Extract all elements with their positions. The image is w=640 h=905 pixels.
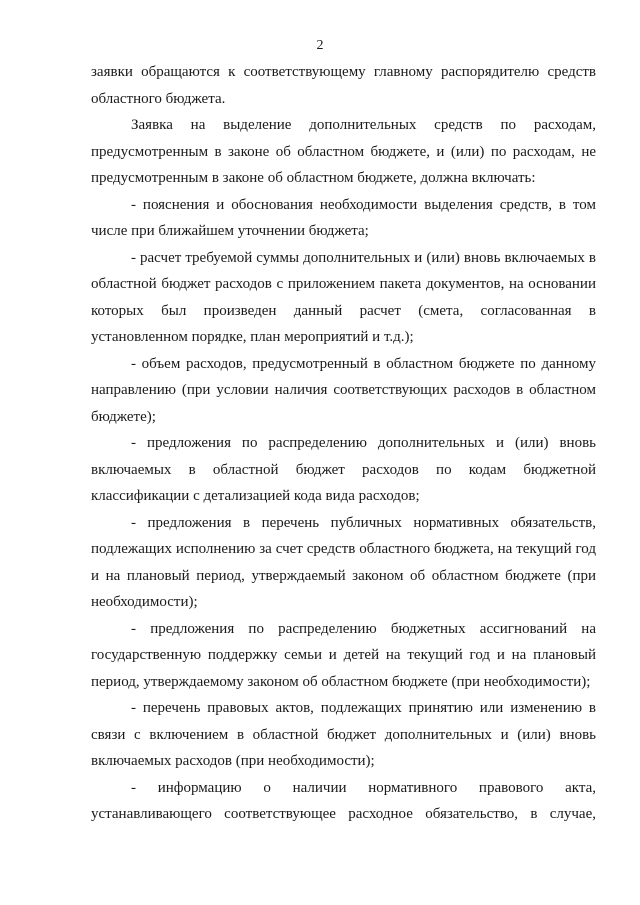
paragraph-3: - пояснения и обоснования необходимости выделения средств, в том числе при ближайшем уточнении бюджета; xyxy=(91,196,596,239)
page-number: 2 xyxy=(316,38,324,53)
paragraph-2: Заявка на выделение дополнительных средств по расходам, предусмотренным в законе об областном бюджете, и (или) по расходам, не предусмотренным в законе об областном бюджете, должна включать: xyxy=(91,117,596,186)
paragraph-10: - информацию о наличии нормативного правового акта, устанавливающего соответствующее расходное обязательство, в случае, xyxy=(91,779,596,822)
paragraph-1: заявки обращаются к соответствующему главному распорядителю средств областного бюджета. xyxy=(91,64,596,107)
paragraph-5: - объем расходов, предусмотренный в областном бюджете по данному направлению (при условии наличия соответствующих расходов в областном бюджете); xyxy=(91,355,596,425)
paragraph-8: - предложения по распределению бюджетных ассигнований на государственную поддержку семьи и детей на текущий год и на плановый период, утверждаемому законом об областном бюджете (при необходимости); xyxy=(91,620,596,690)
document-body xyxy=(91,59,596,828)
paragraph-6: - предложения по распределению дополнительных и (или) вновь включаемых в областной бюджет расходов по кодам бюджетной классификации с детализацией кода вида расходов; xyxy=(91,435,596,504)
paragraph-7: - предложения в перечень публичных нормативных обязательств, подлежащих исполнению за счет средств областного бюджета, на текущий год и на плановый период, утверждаемый законом об областном бюджете (при необходимости); xyxy=(91,514,596,610)
paragraph-9: - перечень правовых актов, подлежащих принятию или изменению в связи с включением в областной бюджет дополнительных и (или) вновь включаемых расходов (при необходимости); xyxy=(91,700,596,769)
paragraph-4: - расчет требуемой суммы дополнительных и (или) вновь включаемых в областной бюджет расходов с приложением пакета документов, на основании которых был произведен данный расчет (смета, согласованная в установленном порядке, план мероприятий и т.д.); xyxy=(91,249,596,345)
